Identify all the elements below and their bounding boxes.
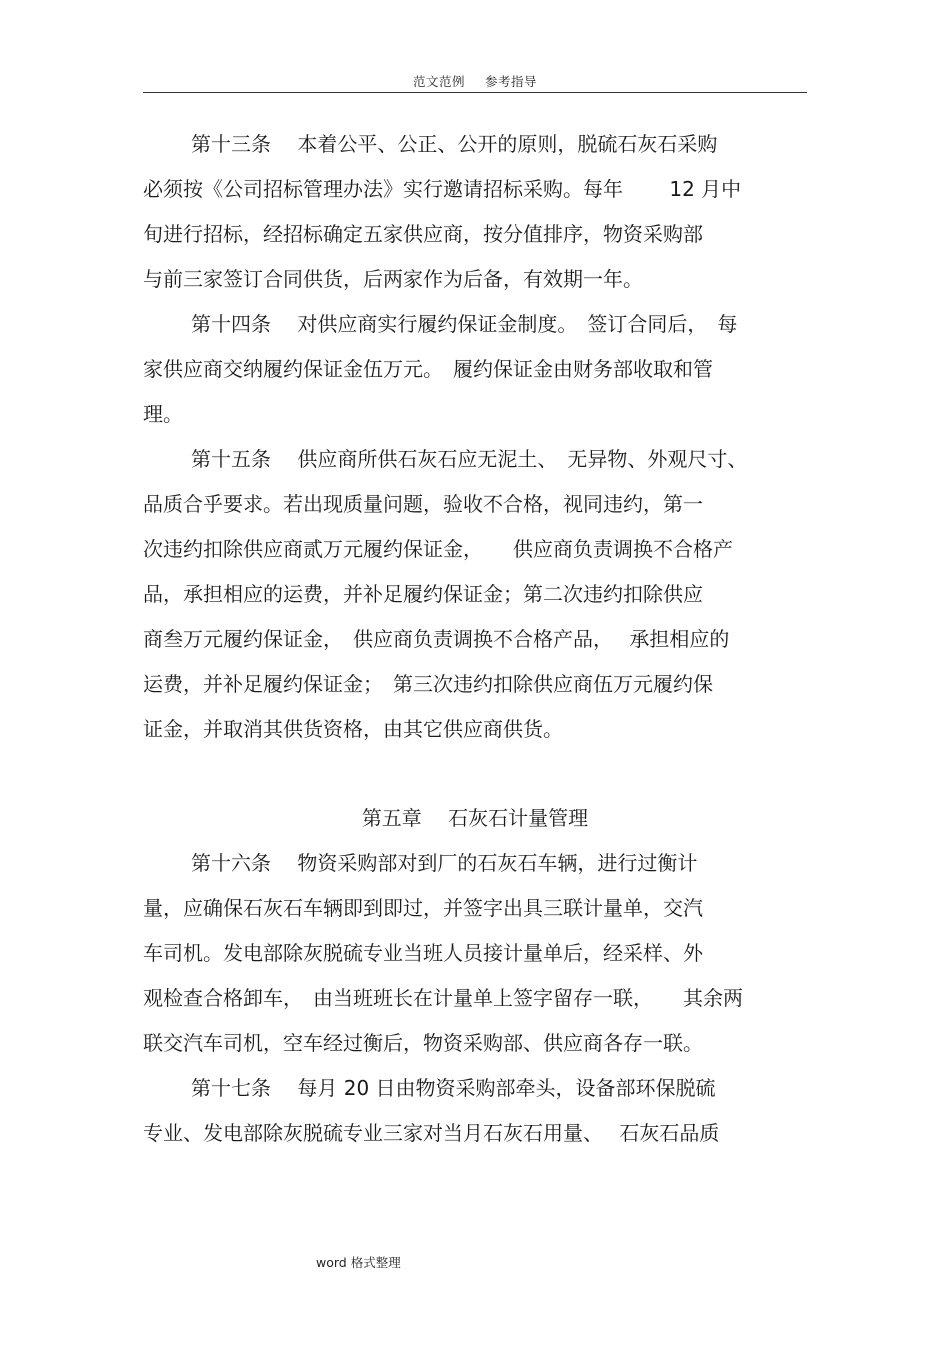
article-16-line-2: 量，应确保石灰石车辆即到即过，并签字出具三联计量单，交汽 xyxy=(143,896,703,920)
article-13-line-1: 第十三条 本着公平、公正、公开的原则，脱硫石灰石采购 xyxy=(191,132,718,156)
article-16-line-5: 联交汽车司机，空车经过衡后，物资采购部、供应商各存一联。 xyxy=(143,1031,703,1055)
article-17-line-1: 第十七条 每月 20 日由物资采购部牵头，设备部环保脱硫 xyxy=(191,1076,716,1100)
article-15-line-1: 第十五条 供应商所供石灰石应无泥土、 无异物、外观尺寸、 xyxy=(191,447,748,471)
article-14-line-3: 理。 xyxy=(143,402,183,426)
article-15-line-7: 证金，并取消其供货资格，由其它供应商供货。 xyxy=(143,717,563,741)
article-13-line-2: 必须按《公司招标管理办法》实行邀请招标采购。每年 12 月中 xyxy=(143,177,742,201)
header-divider xyxy=(143,92,807,93)
article-15-line-4: 品，承担相应的运费，并补足履约保证金；第二次违约扣除供应 xyxy=(143,582,703,606)
header-right-text: 参考指导 xyxy=(485,74,538,89)
article-17-line-2: 专业、发电部除灰脱硫专业三家对当月石灰石用量、 石灰石品质 xyxy=(143,1121,720,1145)
article-16-line-1: 第十六条 物资采购部对到厂的石灰石车辆，进行过衡计 xyxy=(191,851,698,875)
article-14-line-1: 第十四条 对供应商实行履约保证金制度。 签订合同后， 每 xyxy=(191,312,738,336)
blank-line xyxy=(143,752,807,796)
article-15-line-6: 运费，并补足履约保证金； 第三次违约扣除供应商伍万元履约保 xyxy=(143,672,713,696)
page-footer: word 格式整理 xyxy=(316,1255,401,1270)
article-13-line-3: 旬进行招标，经招标确定五家供应商，按分值排序，物资采购部 xyxy=(143,222,703,246)
article-13-line-4: 与前三家签订合同供货，后两家作为后备，有效期一年。 xyxy=(143,267,643,291)
article-15-line-5: 商叁万元履约保证金， 供应商负责调换不合格产品， 承担相应的 xyxy=(143,627,730,651)
article-16-line-4: 观检查合格卸车， 由当班班长在计量单上签字留存一联， 其余两 xyxy=(143,986,743,1010)
document-body xyxy=(143,122,807,1156)
article-16-line-3: 车司机。发电部除灰脱硫专业当班人员接计量单后，经采样、外 xyxy=(143,941,703,965)
article-15-line-2: 品质合乎要求。若出现质量问题，验收不合格，视同违约，第一 xyxy=(143,492,703,516)
header-left-text: 范文范例 xyxy=(412,74,465,89)
page-header xyxy=(0,72,950,90)
article-14-line-2: 家供应商交纳履约保证金伍万元。 履约保证金由财务部收取和管 xyxy=(143,357,713,381)
article-15-line-3: 次违约扣除供应商贰万元履约保证金， 供应商负责调换不合格产 xyxy=(143,537,733,561)
chapter-5-title: 第五章 石灰石计量管理 xyxy=(361,806,589,830)
